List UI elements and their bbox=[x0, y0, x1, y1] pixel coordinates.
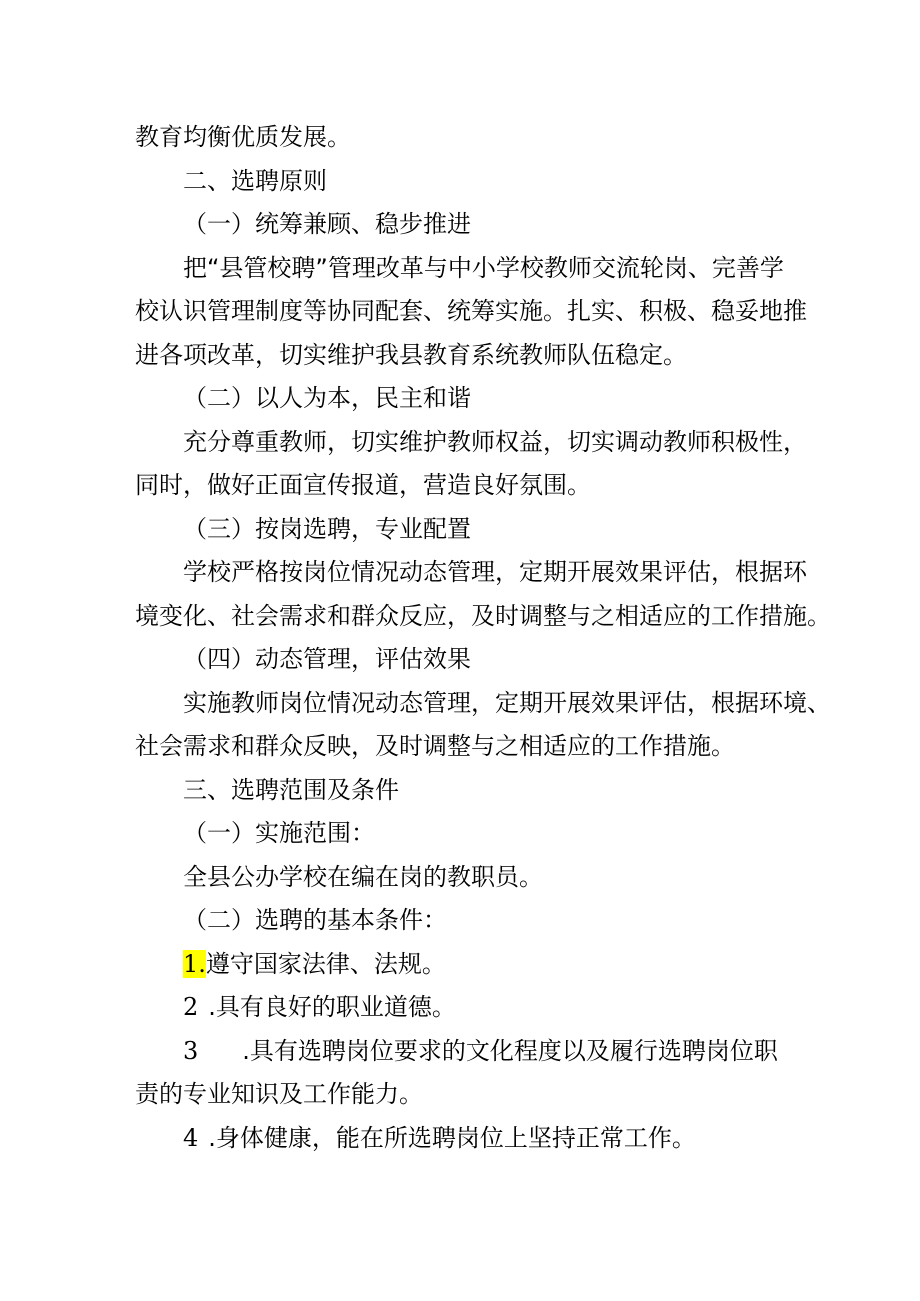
paragraph-line: 同时，做好正面宣传报道，营造良好氛围。 bbox=[135, 471, 591, 499]
paragraph-line: 责的专业知识及工作能力。 bbox=[135, 1080, 423, 1108]
list-number: 3 bbox=[183, 1037, 199, 1065]
subsection-heading: （二）选聘的基本条件： bbox=[183, 906, 447, 934]
list-item-text: .身体健康，能在所选聘岗位上坚持正常工作。 bbox=[208, 1124, 696, 1152]
list-item-text: 遵守国家法律、法规。 bbox=[205, 950, 446, 978]
paragraph-line: 境变化、社会需求和群众反应，及时调整与之相适应的工作措施。 bbox=[135, 602, 831, 630]
list-item bbox=[183, 992, 456, 1022]
section-heading: 三、选聘范围及条件 bbox=[183, 776, 399, 804]
paragraph-line: 进各项改革，切实维护我县教育系统教师队伍稳定。 bbox=[135, 341, 687, 369]
list-item-text: .具有良好的职业道德。 bbox=[208, 993, 456, 1021]
list-item bbox=[183, 949, 446, 979]
paragraph-line: 全县公办学校在编在岗的教职员。 bbox=[183, 863, 543, 891]
paragraph-line: 把“县管校聘”管理改革与中小学校教师交流轮岗、完善学 bbox=[183, 254, 784, 282]
paragraph-line: 校认识管理制度等协同配套、统筹实施。扎实、积极、稳妥地推 bbox=[135, 297, 807, 325]
list-item-text: .具有选聘岗位要求的文化程度以及履行选聘岗位职 bbox=[242, 1037, 778, 1065]
paragraph-line: 充分尊重教师，切实维护教师权益，切实调动教师积极性， bbox=[183, 428, 807, 456]
list-number: 4 bbox=[183, 1124, 199, 1152]
paragraph-line: 实施教师岗位情况动态管理，定期开展效果评估，根据环境、 bbox=[183, 689, 831, 717]
section-heading: 二、选聘原则 bbox=[183, 167, 327, 195]
paragraph-line: 教育均衡优质发展。 bbox=[135, 123, 351, 151]
list-number-highlighted: 1. bbox=[183, 950, 206, 978]
subsection-heading: （二）以人为本，民主和谐 bbox=[183, 384, 471, 412]
list-item bbox=[183, 1036, 778, 1066]
subsection-heading: （三）按岗选聘，专业配置 bbox=[183, 515, 471, 543]
paragraph-line: 社会需求和群众反映，及时调整与之相适应的工作措施。 bbox=[135, 732, 735, 760]
paragraph-line: 学校严格按岗位情况动态管理，定期开展效果评估，根据环 bbox=[183, 558, 807, 586]
subsection-heading: （四）动态管理，评估效果 bbox=[183, 645, 471, 673]
list-number: 2 bbox=[183, 993, 199, 1021]
list-item bbox=[183, 1123, 696, 1153]
subsection-heading: （一）统筹兼顾、稳步推进 bbox=[183, 210, 471, 238]
subsection-heading: （一）实施范围： bbox=[183, 819, 375, 847]
